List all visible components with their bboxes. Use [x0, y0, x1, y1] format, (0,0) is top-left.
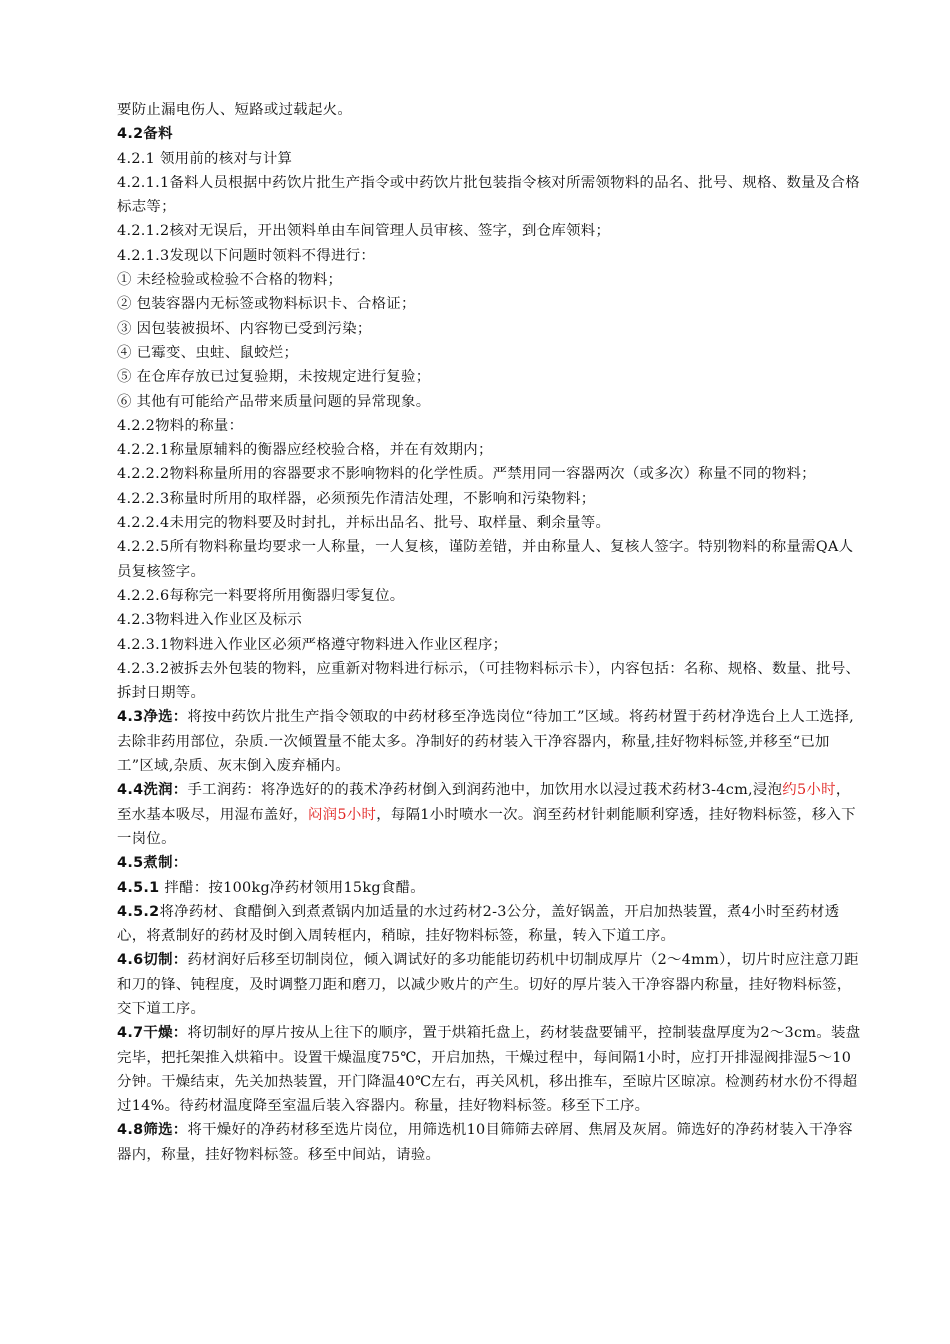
paragraph-text: 4.2.3.2被拆去外包装的物料，应重新对物料进行标示，（可挂物料标示卡），内容包括：名称、规格、数量、批号、拆封日期等。 [117, 660, 861, 702]
list-item-text: ⑥ 其他有可能给产品带来质量问题的异常现象。 [117, 393, 431, 410]
list-item [117, 268, 862, 292]
paragraph-text: 将按中药饮片批生产指令领取的中药材移至净选岗位“待加工”区域。将药材置于药材净选台上人工选择,去除非药用部位，杂质.一次倾置量不能太多。净制好的药材装入干净容器内，称量,挂好物料标签,并移至“已加工”区域,杂质、灰末倒入废弃桶内。 [117, 709, 855, 775]
paragraph-text: 4.2.2.5所有物料称量均要求一人称量，一人复核，谨防差错，并由称量人、复核人签字。特别物料的称量需QA人员复核签字。 [117, 539, 854, 580]
list-item [117, 341, 862, 365]
paragraph-text: 拌醋：按100kg净药材领用15kg食醋。 [159, 879, 425, 896]
highlight-text: 闷润5小时 [307, 806, 377, 823]
paragraph [117, 633, 862, 657]
section-number: 4.7干燥： [117, 1025, 188, 1042]
paragraph-text: 将切制好的厚片按从上往下的顺序，置于烘箱托盘上，药材装盘要铺平，控制装盘厚度为2～3cm。装盘完毕，把托架推入烘箱中。设置干燥温度75℃，开启加热，干燥过程中，每间隔1小时，应打开排湿阀排湿5～10分钟。干燥结束，先关加热装置，开门降温40℃左右，再关风机，移出推车，至晾片区晾凉。检测药材水份不得超过14%。待药材温度降至室温后装入容器内。称量，挂好物料标签。移至下工序。 [117, 1025, 861, 1115]
paragraph [117, 219, 862, 243]
section-paragraph [117, 900, 862, 949]
document-page [117, 98, 862, 1167]
paragraph-text: 将干燥好的净药材移至选片岗位，用筛选机10目筛筛去碎屑、焦屑及灰屑。筛选好的净药材装入干净容器内，称量，挂好物料标签。移至中间站，请验。 [117, 1122, 853, 1163]
paragraph [117, 584, 862, 608]
list-item-text: ④ 已霉变、虫蛀、鼠蛟烂； [117, 344, 299, 361]
paragraph [117, 657, 862, 706]
paragraph-text: 4.2.2.3称量时所用的取样器，必须预先作清洁处理，不影响和污染物料； [117, 490, 596, 507]
paragraph [117, 535, 862, 584]
paragraph-text: 药材润好后移至切制岗位，倾入调试好的多功能能切药机中切制成厚片（2～4mm），切片时应注意刀距和刀的锋、钝程度，及时调整刀距和磨刀，以减少败片的产生。切好的厚片装入干净容器内称量，挂好物料标签，交下道工序。 [117, 952, 859, 1017]
paragraph-text: 4.2.2物料的称量： [117, 417, 244, 434]
paragraph-text: 4.2.2.4未用完的物料要及时封扎，并标出品名、批号、取样量、剩余量等。 [117, 515, 611, 532]
section-paragraph [117, 705, 862, 778]
list-item-text: ① 未经检验或检验不合格的物料； [117, 272, 343, 289]
section-paragraph [117, 876, 862, 900]
paragraph [117, 171, 862, 220]
paragraph [117, 487, 862, 511]
paragraph-text: 4.2.2.6每称完一料要将所用衡器归零复位。 [117, 587, 405, 604]
paragraph-text: 要防止漏电伤人、短路或过载起火。 [117, 102, 353, 118]
section-number: 4.3净选： [117, 709, 188, 726]
paragraph-text: 4.2.3.1物料进入作业区必须严格遵守物料进入作业区程序； [117, 636, 508, 653]
paragraph-text: 4.2.3物料进入作业区及标示 [117, 612, 303, 629]
section-number: 4.6切制： [117, 952, 188, 969]
paragraph-text: 4.2.1.3发现以下问题时领料不得进行： [117, 247, 376, 264]
paragraph-text: ，至水基本吸尽，用湿布盖好， [117, 782, 851, 823]
section-paragraph [117, 1118, 862, 1167]
paragraph [117, 608, 862, 632]
section-number: 4.2备料 [117, 126, 173, 143]
highlight-text: 约5小时 [782, 782, 836, 799]
list-item-text: ② 包装容器内无标签或物料标识卡、合格证； [117, 296, 416, 313]
list-item [117, 390, 862, 414]
paragraph [117, 438, 862, 462]
paragraph-text: 4.2.1.1备料人员根据中药饮片批生产指令或中药饮片批包装指令核对所需领物料的品名、批号、规格、数量及合格标志等； [117, 174, 860, 216]
section-paragraph [117, 948, 862, 1021]
paragraph [117, 511, 862, 535]
section-paragraph [117, 1021, 862, 1118]
section-number: 4.5.2 [117, 903, 160, 920]
section-number: 4.5.1 [117, 879, 160, 896]
paragraph [117, 462, 862, 486]
paragraph-text: 4.2.1 领用前的核对与计算 [117, 150, 293, 167]
paragraph-text: 4.2.1.2核对无误后，开出领料单由车间管理人员审核、签字，到仓库领料； [117, 223, 611, 240]
section-paragraph [117, 778, 862, 851]
list-item [117, 317, 862, 341]
paragraph [117, 147, 862, 171]
section-number: 4.5煮制： [117, 855, 188, 872]
paragraph [117, 98, 862, 122]
list-item-text: ③ 因包装被损坏、内容物已受到污染； [117, 320, 372, 337]
paragraph-text: 手工润药：将净选好的的莪术净药材倒入到润药池中，加饮用水以浸过莪术药材3-4cm,浸泡 [187, 782, 783, 799]
paragraph-text: ，每隔1小时喷水一次。润至药材针刺能顺利穿透，挂好物料标签，移入下一岗位。 [117, 806, 856, 847]
section-heading [117, 851, 862, 875]
section-number: 4.8筛选： [117, 1122, 188, 1139]
list-item [117, 292, 862, 316]
paragraph [117, 414, 862, 438]
paragraph-text: 将净药材、食醋倒入到煮煮锅内加适量的水过药材2-3公分，盖好锅盖，开启加热装置，煮4小时至药材透心，将煮制好的药材及时倒入周转框内，稍晾，挂好物料标签，称量，转入下道工序。 [117, 903, 840, 945]
section-heading [117, 122, 862, 146]
paragraph [117, 244, 862, 268]
list-item-text: ⑤ 在仓库存放已过复验期，未按规定进行复验； [117, 369, 431, 386]
paragraph-text: 4.2.2.2物料称量所用的容器要求不影响物料的化学性质。严禁用同一容器两次（或多次）称量不同的物料； [117, 466, 816, 483]
paragraph-text: 4.2.2.1称量原辅料的衡器应经校验合格，并在有效期内； [117, 442, 493, 459]
list-item [117, 365, 862, 389]
section-number: 4.4洗润： [117, 782, 188, 799]
